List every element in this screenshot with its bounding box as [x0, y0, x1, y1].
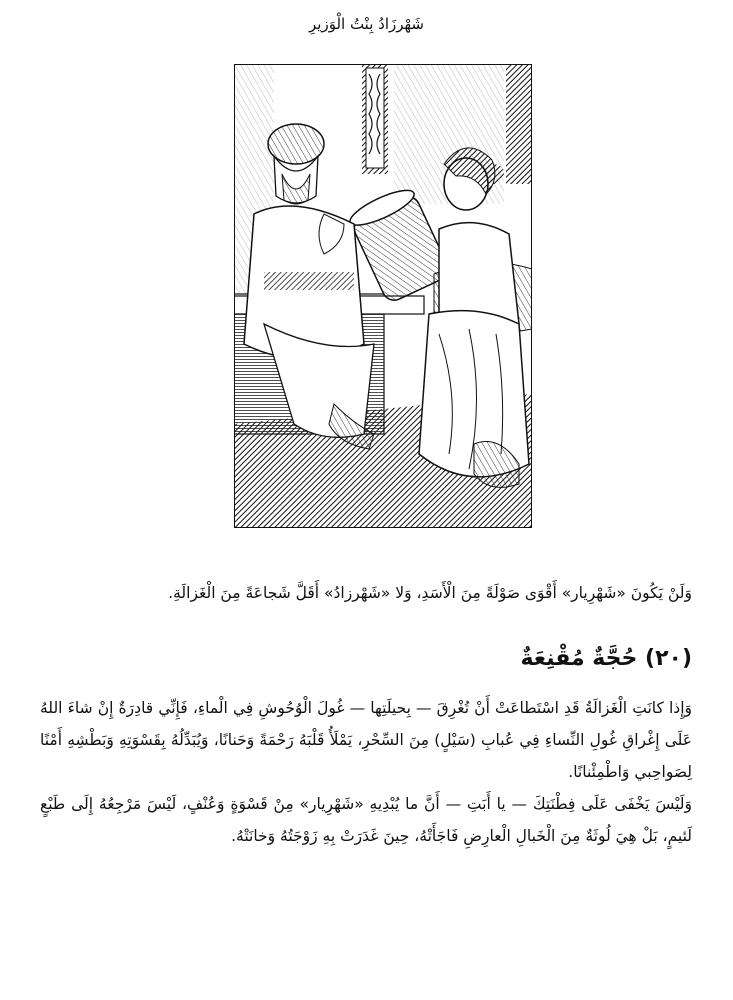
running-header: شَهْرزَادُ بِنْتُ الْوَزيرِ: [309, 15, 424, 33]
illustration-caption: وَلَنْ يَكُونَ «شَهْرِيار» أَقْوَى صَوْلَةً مِنَ الْأَسَدِ، وَلا «شَهْرزادُ» أَقَلَّ شَجاعَةً مِنَ الْغَزالَةِ.: [168, 584, 692, 602]
body-text: [40, 692, 692, 852]
paragraph: وَإِذا كانَتِ الْغَزالَةُ قَدِ اسْتَطاعَتْ أَنْ تُغْرِقَ — بِحيلَتِها — غُولَ الْوُحُوشِ فِي الْماءِ، فَإِنِّي قادِرَةٌ إِنْ شاءَ اللهُ عَلَى إِغْراقِ غُولِ النِّساءِ فِي عُبابِ (سَيْلٍ) مِنَ السِّحْرِ، يَمْلَأُ قَلْبَهُ رَحْمَةً وَحَنانًا، وَيُبَدِّلُهُ بِقَسْوَتِهِ وَبَطْشِهِ أَمْنًا لِصَواحِبي وَاطْمِئْنانًا.: [40, 699, 692, 781]
vizier-and-daughter-illustration: [234, 64, 532, 528]
paragraph: وَلَيْسَ يَخْفَى عَلَى فِطْنَتِكَ — يا أَبَتِ — أَنَّ ما يُبْدِيهِ «شَهْرِيار» مِنْ قَسْوَةٍ وَعُنْفٍ، لَيْسَ مَرْجِعُهُ إِلَى طَبْعٍ لَئيمٍ، بَلْ هِيَ لُوثَةٌ مِنَ الْخَبالِ الْعارِضِ فَاجَأَتْهُ، حِينَ غَدَرَتْ بِهِ زَوْجَتُهُ وَخانَتْهُ.: [40, 795, 692, 845]
section-title: (٢٠) حُجَّةٌ مُقْنِعَةٌ: [520, 646, 692, 671]
illustration: [234, 64, 532, 528]
